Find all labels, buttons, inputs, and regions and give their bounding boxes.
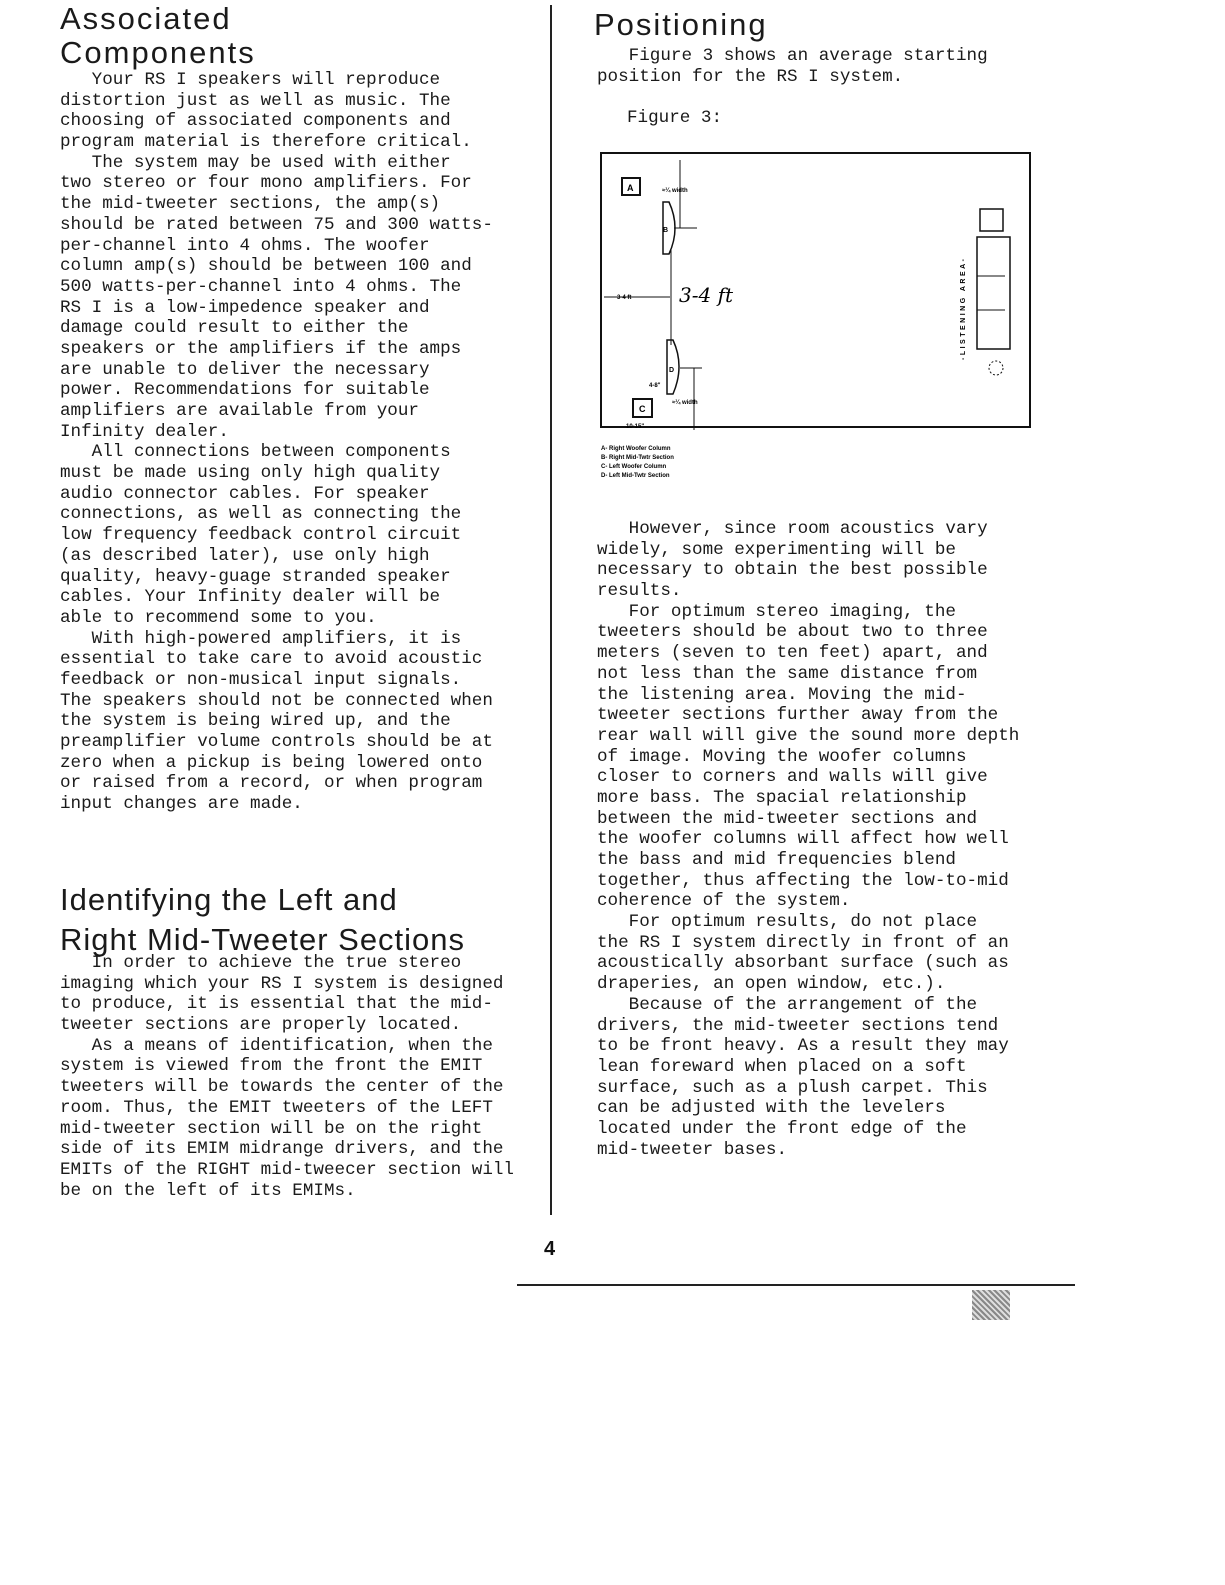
text-line: system is viewed from the front the EMIT [60,1056,483,1077]
column-divider [550,5,552,1215]
text-line: connections, as well as connecting the [60,504,462,525]
text-line: essential to take care to avoid acoustic [60,649,483,670]
text-line: are unable to deliver the necessary [60,359,430,380]
text-line: to produce, it is essential that the mid- [60,994,493,1015]
heading-identifying-sections [60,880,465,960]
text-line: program material is therefore critical. [60,132,472,153]
legend-item: D- Left Mid-Twtr Section [601,473,670,479]
text-line: With high-powered amplifiers, it is [60,628,462,649]
text-line: imaging which your RS I system is designed [60,973,504,994]
text-line: able to recommend some to you. [60,607,377,628]
text-line: per-channel into 4 ohms. The woofer [60,235,430,256]
text-line: feedback or non-musical input signals. [60,669,462,690]
label-c: C [639,404,646,414]
text-line: As a means of identification, when the [60,1035,493,1056]
heading-associated-components [60,2,256,70]
handwritten-annotation: 3-4 ft [679,283,734,307]
text-line: located under the front edge of the [597,1118,967,1139]
text-line: Infinity dealer. [60,421,229,442]
text-line: tweeter sections are properly located. [60,1015,462,1036]
text-line: rear wall will give the sound more depth [597,725,1020,746]
associated-components-text [60,70,493,815]
text-line: position for the RS I system. [597,66,904,87]
text-line: the system is being wired up, and the [60,711,451,732]
width-label-bottom: ≈¼ width [672,400,698,406]
text-line: together, thus affecting the low-to-mid [597,870,1009,891]
figure-legend [601,446,674,479]
legend-item: C- Left Woofer Column [601,464,667,470]
text-line: The system may be used with either [60,152,451,173]
text-line: must be made using only high quality [60,463,441,484]
text-line: For optimum stereo imaging, the [597,601,956,622]
text-line: tweeter sections further away from the [597,705,999,726]
text-line: (as described later), use only high [60,545,430,566]
positioning-text [597,519,1019,1160]
text-line: the bass and mid frequencies blend [597,850,956,870]
text-line: can be adjusted with the levelers [597,1098,946,1119]
text-line: the RS I system directly in front of an [597,932,1009,953]
text-line: speakers or the amplifiers if the amps [60,338,462,359]
text-line: meters (seven to ten feet) apart, and [597,643,988,664]
legend-item: B- Right Mid-Twtr Section [601,455,674,461]
text-line: mid-tweeter section will be on the right [60,1118,483,1139]
text-line: not less than the same distance from [597,663,978,684]
label-b: B [663,227,669,234]
text-line: zero when a pickup is being lowered onto [60,752,483,773]
text-line: should be rated between 75 and 300 watts- [60,214,493,235]
text-line: or raised from a record, or when program [60,773,483,794]
label-a: A [627,183,634,193]
text-line: lean foreward when placed on a soft [597,1056,967,1077]
plant-icon [989,361,1003,375]
text-line: EMITs of the RIGHT mid-tweecer section will [60,1159,514,1180]
width-label-top: ≈¼ width [662,188,688,194]
identifying-sections-text [60,953,514,1201]
text-line: cables. Your Infinity dealer will be [60,587,441,608]
text-line: to be front heavy. As a result they may [597,1036,1009,1057]
scan-mark [972,1290,1010,1320]
text-line: drivers, the mid-tweeter sections tend [597,1015,999,1036]
figure-3-room-diagram [597,150,1037,490]
text-line: necessary to obtain the best possible [597,560,988,581]
text-line: quality, heavy-guage stranded speaker [60,566,451,587]
text-line: tweeters should be about two to three [597,622,988,643]
text-line: room. Thus, the EMIT tweeters of the LEFT [60,1097,493,1118]
heading-line: Identifying the Left and [60,882,398,917]
text-line: damage could result to either the [60,318,409,339]
text-line: surface, such as a plush carpet. This [597,1077,988,1098]
text-line: tweeters will be towards the center of the [60,1077,504,1098]
text-line: widely, some experimenting will be [597,539,956,560]
heading-line: Right Mid-Tweeter Sections [60,922,466,957]
text-line: However, since room acoustics vary [597,519,988,539]
heading-line: Associated [60,1,232,36]
text-line: column amp(s) should be between 100 and [60,256,472,277]
legend-item: A- Right Woofer Column [601,446,671,452]
footer-rule [517,1284,1075,1286]
text-line: draperies, an open window, etc.). [597,974,946,995]
text-line: Because of the arrangement of the [597,994,978,1015]
text-line: audio connector cables. For speaker [60,483,430,504]
positioning-intro [597,46,988,87]
text-line: the listening area. Moving the mid- [597,684,967,705]
text-line: power. Recommendations for suitable [60,380,430,401]
text-line: low frequency feedback control circuit [60,525,462,546]
text-line: the mid-tweeter sections, the amp(s) [60,194,441,215]
heading-line: Components [60,35,256,70]
text-line: closer to corners and walls will give [597,767,988,788]
text-line: The speakers should not be connected when [60,690,493,711]
figure-caption: Figure 3: [627,108,723,128]
heading-positioning: Positioning [594,7,768,42]
text-line: acoustically absorbant surface (such as [597,953,1009,974]
gap-label: 4-8" [649,383,661,389]
text-line: distortion just as well as music. The [60,90,451,111]
listening-area-label: -LISTENING AREA- [960,256,967,360]
text-line: amplifiers are available from your [60,401,419,421]
text-line: coherence of the system. [597,891,851,912]
page-number: 4 [544,1238,556,1260]
text-line: side of its EMIM midrange drivers, and the [60,1139,504,1160]
text-line: All connections between components [60,442,451,463]
text-line: choosing of associated components and [60,111,451,132]
text-line: be on the left of its EMIMs. [60,1180,356,1201]
distance-label: 3-4 ft [617,295,632,301]
text-line: Figure 3 shows an average starting [597,46,988,66]
text-line: 500 watts-per-channel into 4 ohms. The [60,276,462,297]
text-line: Your RS I speakers will reproduce [60,70,441,90]
text-line: preamplifier volume controls should be at [60,732,493,752]
text-line: of image. Moving the woofer columns [597,746,967,767]
text-line: mid-tweeter bases. [597,1139,788,1160]
text-line: results. [597,581,682,602]
text-line: between the mid-tweeter sections and [597,808,978,829]
text-line: two stereo or four mono amplifiers. For [60,173,472,194]
text-line: RS I is a low-impedence speaker and [60,297,430,318]
text-line: more bass. The spacial relationship [597,787,967,808]
label-d: D [669,367,675,374]
sofa [977,237,1010,349]
text-line: input changes are made. [60,794,303,815]
text-line: the woofer columns will affect how well [597,829,1009,850]
chair [980,209,1003,231]
text-line: In order to achieve the true stereo [60,953,462,973]
corner-gap-label: 10-15" [626,424,645,430]
text-line: For optimum results, do not place [597,912,978,933]
